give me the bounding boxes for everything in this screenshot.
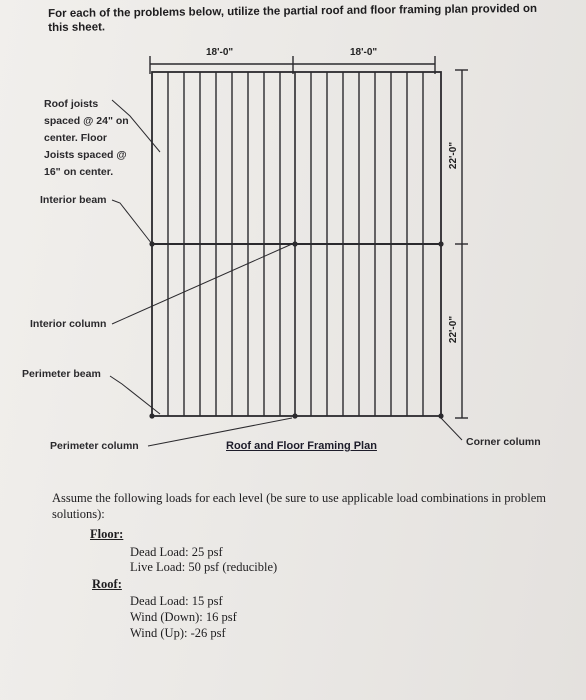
- roof-joists-label: Roof joists spaced @ 24" on center. Floor Joists spaced @ 16" on center.: [44, 98, 129, 178]
- plan-title: Roof and Floor Framing Plan: [226, 440, 377, 452]
- roof-wind-up: Wind (Up): -26 psf: [130, 626, 226, 640]
- floor-live-load: Live Load: 50 psf (reducible): [130, 560, 278, 574]
- dim-right-lower: 22'-0": [448, 315, 460, 344]
- corner-column-leader: [441, 418, 462, 440]
- interior-column-label: Interior column: [30, 318, 107, 330]
- roof-dead-load: Dead Load: 15 psf: [130, 594, 223, 608]
- interior-beam-label: Interior beam: [40, 194, 107, 206]
- floor-heading: Floor:: [90, 527, 124, 541]
- perimeter-column-label: Perimeter column: [50, 440, 139, 452]
- roof-wind-down: Wind (Down): 16 psf: [130, 610, 237, 624]
- intro-text: For each of the problems below, utilize the partial roof and floor framing plan provided on this sheet.: [48, 2, 538, 34]
- perimeter-beam-label: Perimeter beam: [22, 368, 101, 380]
- corner-column-marker: [438, 413, 443, 418]
- floor-dead-load: Dead Load: 25 psf: [130, 545, 223, 559]
- column-marker: [149, 241, 154, 246]
- column-marker: [438, 241, 443, 246]
- dim-top-right: 18'-0": [350, 47, 378, 58]
- perimeter-column-marker: [292, 413, 297, 418]
- dim-right-upper: 22'-0": [448, 141, 460, 170]
- interior-beam-leader: [112, 200, 152, 244]
- loads-intro: Assume the following loads for each level (be sure to use applicable load combinations in problem solutions):: [52, 491, 546, 521]
- interior-column-leader: [112, 244, 292, 324]
- dim-top-left: 18'-0": [206, 47, 234, 58]
- interior-column-marker: [292, 241, 297, 246]
- roof-heading: Roof:: [92, 577, 122, 591]
- corner-column-label: Corner column: [466, 436, 541, 448]
- corner-column-marker: [149, 413, 154, 418]
